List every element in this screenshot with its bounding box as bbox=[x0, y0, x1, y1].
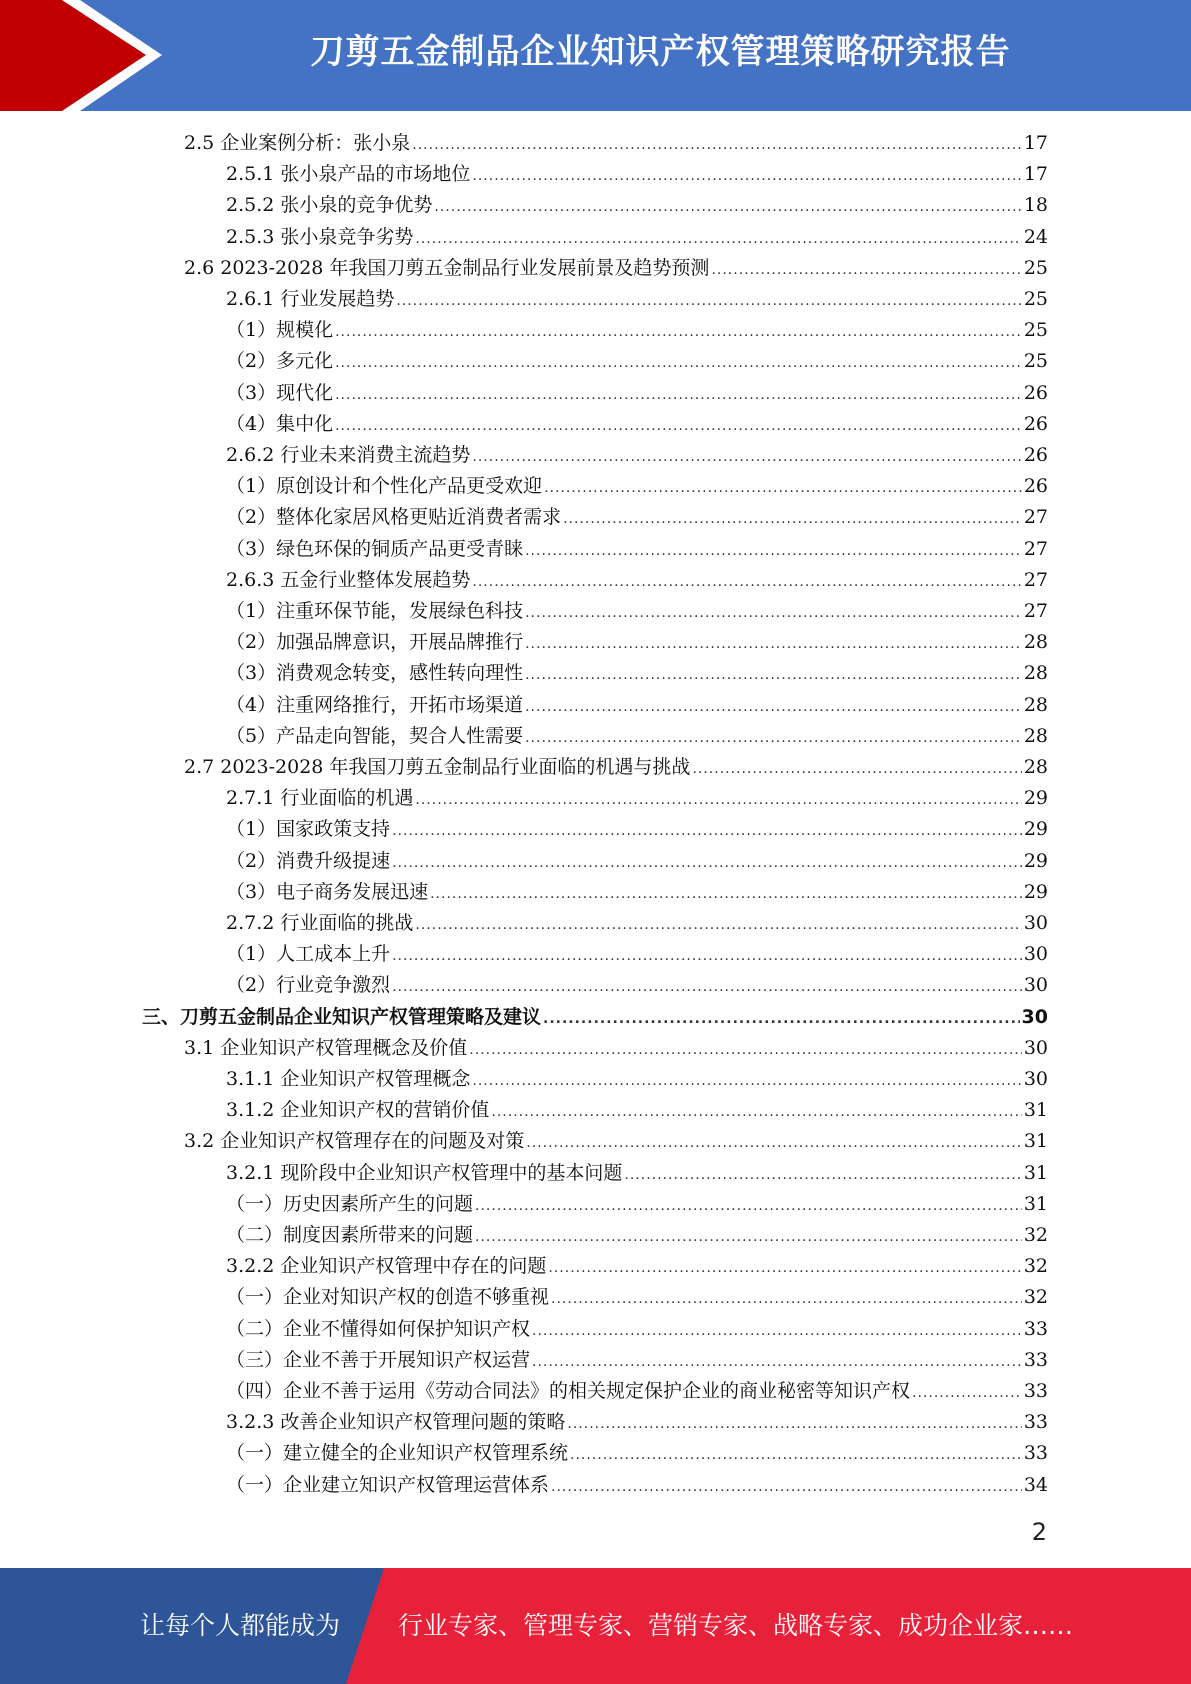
toc-dot-leader bbox=[525, 692, 1022, 723]
toc-entry-page: 31 bbox=[1023, 1130, 1048, 1153]
toc-entry[interactable] bbox=[226, 721, 1048, 752]
toc-entry[interactable] bbox=[226, 783, 1048, 814]
toc-entry-title: 2.5.2 张小泉的竞争优势 bbox=[226, 194, 433, 217]
toc-entry-page: 28 bbox=[1023, 662, 1048, 685]
toc-entry-title: （二）企业不懂得如何保护知识产权 bbox=[226, 1317, 531, 1340]
toc-dot-leader bbox=[434, 192, 1021, 223]
toc-entry[interactable] bbox=[226, 1314, 1048, 1345]
toc-dot-leader bbox=[525, 598, 1022, 629]
toc-entry-title: 2.6.2 行业未来消费主流趋势 bbox=[226, 444, 471, 466]
toc-entry-page: 18 bbox=[1023, 194, 1048, 217]
toc-entry-title: （2）行业竞争激烈 bbox=[226, 974, 391, 997]
toc-entry-page: 27 bbox=[1023, 568, 1048, 591]
toc-entry-title: （1）人工成本上升 bbox=[226, 943, 391, 966]
toc-entry-title: 2.5.1 张小泉产品的市场地位 bbox=[226, 163, 471, 186]
toc-entry-page: 27 bbox=[1023, 600, 1048, 622]
toc-dot-leader bbox=[415, 224, 1021, 255]
toc-entry-title: 2.5 企业案例分析：张小泉 bbox=[184, 132, 411, 154]
toc-entry[interactable] bbox=[226, 877, 1048, 908]
toc-dot-leader bbox=[525, 723, 1022, 754]
toc-entry-title: （二）制度因素所带来的问题 bbox=[226, 1224, 474, 1246]
toc-dot-leader bbox=[472, 567, 1021, 598]
toc-dot-leader bbox=[525, 629, 1022, 660]
toc-entry-page: 17 bbox=[1023, 163, 1048, 186]
toc-dot-leader bbox=[335, 380, 1022, 411]
toc-entry[interactable] bbox=[226, 1470, 1048, 1501]
toc-dot-leader bbox=[415, 785, 1021, 816]
toc-dot-leader bbox=[544, 473, 1022, 504]
toc-entry-title: 2.6 2023-2028 年我国刀剪五金制品行业发展前景及趋势预测 bbox=[184, 256, 710, 279]
page-number: 2 bbox=[1031, 1518, 1047, 1546]
toc-entry[interactable] bbox=[226, 690, 1048, 721]
toc-dot-leader bbox=[430, 879, 1022, 910]
toc-entry-title: 2.7.1 行业面临的机遇 bbox=[226, 787, 414, 810]
toc-entry-title: （3）现代化 bbox=[226, 381, 334, 404]
toc-dot-leader bbox=[624, 1160, 1021, 1191]
toc-dot-leader bbox=[472, 442, 1021, 473]
toc-entry[interactable] bbox=[226, 440, 1048, 471]
toc-entry[interactable] bbox=[226, 1095, 1048, 1126]
toc-entry[interactable] bbox=[226, 471, 1048, 502]
toc-dot-leader bbox=[711, 255, 1021, 286]
toc-entry-title: 3.1.2 企业知识产权的营销价值 bbox=[226, 1099, 490, 1122]
toc-entry[interactable] bbox=[226, 190, 1048, 221]
toc-dot-leader bbox=[392, 972, 1022, 1003]
toc-entry-page: 28 bbox=[1023, 756, 1048, 778]
toc-dot-leader bbox=[912, 1378, 1022, 1409]
toc-entry-page: 28 bbox=[1023, 693, 1048, 716]
toc-entry-page: 30 bbox=[1023, 912, 1048, 934]
toc-entry-page: 29 bbox=[1023, 880, 1048, 903]
toc-entry-title: 2.7 2023-2028 年我国刀剪五金制品行业面临的机遇与挑战 bbox=[184, 756, 691, 778]
footer-banner bbox=[0, 1568, 1191, 1684]
toc-dot-leader bbox=[532, 1316, 1022, 1347]
toc-entry[interactable] bbox=[226, 908, 1048, 939]
toc-entry-page: 26 bbox=[1023, 444, 1048, 466]
toc-entry[interactable] bbox=[184, 1126, 1048, 1157]
toc-entry-page: 33 bbox=[1023, 1380, 1048, 1402]
toc-entry-title: （三）企业不善于开展知识产权运营 bbox=[226, 1348, 531, 1371]
toc-dot-leader bbox=[472, 1066, 1021, 1097]
toc-entry-title: （3）电子商务发展迅速 bbox=[226, 880, 429, 903]
toc-entry[interactable] bbox=[226, 1407, 1048, 1438]
toc-entry-title: （2）消费升级提速 bbox=[226, 849, 391, 872]
toc-entry-title: 2.6.1 行业发展趋势 bbox=[226, 288, 395, 310]
toc-entry-page: 31 bbox=[1023, 1099, 1048, 1122]
toc-entry[interactable] bbox=[226, 409, 1048, 440]
toc-entry-page: 26 bbox=[1023, 412, 1048, 435]
toc-dot-leader bbox=[491, 1097, 1021, 1128]
footer-slogan-left: 让每个人都能成为 bbox=[140, 1611, 341, 1640]
header-banner bbox=[0, 0, 1191, 111]
toc-entry-page: 26 bbox=[1023, 475, 1048, 498]
toc-entry-title: （一）历史因素所产生的问题 bbox=[226, 1192, 474, 1215]
toc-entry-page: 25 bbox=[1023, 256, 1048, 279]
toc-dot-leader bbox=[396, 286, 1021, 317]
toc-entry[interactable] bbox=[226, 1376, 1048, 1407]
toc-entry-page: 30 bbox=[1021, 1005, 1048, 1028]
toc-entry-title: （1）注重环保节能，发展绿色科技 bbox=[226, 600, 524, 622]
toc-entry[interactable] bbox=[184, 128, 1048, 159]
toc-entry-title: （1）原创设计和个性化产品更受欢迎 bbox=[226, 475, 543, 498]
toc-entry[interactable] bbox=[226, 1158, 1048, 1189]
toc-dot-leader bbox=[475, 1222, 1022, 1253]
toc-entry-page: 33 bbox=[1023, 1317, 1048, 1340]
toc-entry[interactable] bbox=[184, 752, 1048, 783]
toc-dot-leader bbox=[532, 1347, 1022, 1378]
toc-entry-title: （一）企业建立知识产权管理运营体系 bbox=[226, 1473, 550, 1496]
toc-dot-leader bbox=[335, 411, 1022, 442]
toc-dot-leader bbox=[475, 1191, 1022, 1222]
toc-dot-leader bbox=[415, 910, 1021, 941]
toc-entry[interactable] bbox=[226, 1064, 1048, 1095]
toc-entry-title: 3.1 企业知识产权管理概念及价值 bbox=[184, 1036, 468, 1059]
toc-entry[interactable] bbox=[226, 284, 1048, 315]
toc-entry[interactable] bbox=[226, 596, 1048, 627]
toc-entry-title: 3.2.2 企业知识产权管理中存在的问题 bbox=[226, 1255, 547, 1278]
toc-dot-leader bbox=[392, 816, 1022, 847]
toc-entry-page: 31 bbox=[1023, 1192, 1048, 1215]
toc-entry-title: （3）消费观念转变，感性转向理性 bbox=[226, 662, 524, 685]
toc-entry-page: 25 bbox=[1023, 350, 1048, 373]
toc-entry-title: （2）整体化家居风格更贴近消费者需求 bbox=[226, 506, 562, 529]
toc-entry[interactable] bbox=[226, 502, 1048, 533]
toc-entry[interactable] bbox=[226, 1282, 1048, 1313]
toc-entry[interactable] bbox=[226, 315, 1048, 346]
toc-entry-page: 27 bbox=[1023, 537, 1048, 560]
toc-entry[interactable] bbox=[184, 253, 1048, 284]
toc-entry[interactable] bbox=[226, 1345, 1048, 1376]
toc-entry-title: 2.6.3 五金行业整体发展趋势 bbox=[226, 568, 471, 591]
toc-dot-leader bbox=[551, 1472, 1022, 1503]
toc-entry[interactable] bbox=[226, 534, 1048, 565]
toc-entry-title: 2.5.3 张小泉竞争劣势 bbox=[226, 225, 414, 248]
toc-dot-leader bbox=[543, 1004, 1020, 1035]
toc-dot-leader bbox=[567, 1409, 1021, 1440]
toc-entry[interactable] bbox=[226, 378, 1048, 409]
toc-entry-title: （1）国家政策支持 bbox=[226, 818, 391, 841]
toc-dot-leader bbox=[412, 130, 1022, 161]
toc-entry[interactable] bbox=[226, 565, 1048, 596]
toc-dot-leader bbox=[570, 1440, 1022, 1471]
toc-entry-title: 三、刀剪五金制品企业知识产权管理策略及建议 bbox=[142, 1005, 542, 1028]
footer-slogan-right: 行业专家、管理专家、营销专家、战略专家、成功企业家…… bbox=[398, 1611, 1074, 1640]
toc-entry-page: 24 bbox=[1023, 225, 1048, 248]
toc-entry-page: 29 bbox=[1023, 849, 1048, 872]
toc-entry-title: （一）建立健全的企业知识产权管理系统 bbox=[226, 1442, 569, 1465]
toc-entry-page: 33 bbox=[1023, 1442, 1048, 1465]
toc-entry-title: 3.1.1 企业知识产权管理概念 bbox=[226, 1068, 471, 1090]
toc-entry-title: 2.7.2 行业面临的挑战 bbox=[226, 912, 414, 934]
toc-entry-page: 28 bbox=[1023, 724, 1048, 747]
toc-entry-page: 34 bbox=[1023, 1473, 1048, 1496]
toc-entry[interactable] bbox=[226, 1438, 1048, 1469]
toc-entry[interactable] bbox=[226, 658, 1048, 689]
toc-entry[interactable] bbox=[226, 222, 1048, 253]
toc-entry-page: 32 bbox=[1023, 1255, 1048, 1278]
toc-entry[interactable] bbox=[226, 814, 1048, 845]
toc-dot-leader bbox=[551, 1284, 1022, 1315]
toc-dot-leader bbox=[472, 161, 1021, 192]
toc-entry[interactable] bbox=[226, 1189, 1048, 1220]
toc-entry[interactable] bbox=[226, 159, 1048, 190]
toc-entry[interactable] bbox=[184, 1033, 1048, 1064]
toc-entry-page: 25 bbox=[1023, 288, 1048, 310]
toc-entry-title: 3.2.3 改善企业知识产权管理问题的策略 bbox=[226, 1411, 566, 1434]
toc-entry-page: 32 bbox=[1023, 1224, 1048, 1246]
toc-entry-page: 32 bbox=[1023, 1286, 1048, 1309]
toc-entry-page: 29 bbox=[1023, 818, 1048, 841]
toc-entry-title: （1）规模化 bbox=[226, 319, 334, 342]
toc-entry-page: 26 bbox=[1023, 381, 1048, 404]
toc-dot-leader bbox=[692, 754, 1021, 785]
toc-entry-page: 31 bbox=[1023, 1161, 1048, 1184]
toc-entry-page: 30 bbox=[1023, 1036, 1048, 1059]
toc-entry[interactable] bbox=[226, 846, 1048, 877]
toc-entry-title: 3.2.1 现阶段中企业知识产权管理中的基本问题 bbox=[226, 1161, 623, 1184]
toc-entry-title: （3）绿色环保的铜质产品更受青睐 bbox=[226, 537, 524, 560]
toc-dot-leader bbox=[392, 941, 1022, 972]
toc-entry[interactable] bbox=[226, 1220, 1048, 1251]
toc-entry-title: （4）集中化 bbox=[226, 412, 334, 435]
toc-dot-leader bbox=[525, 660, 1022, 691]
toc-entry[interactable] bbox=[226, 346, 1048, 377]
toc-entry-page: 27 bbox=[1023, 506, 1048, 529]
toc-entry-page: 17 bbox=[1023, 132, 1048, 154]
toc-entry-page: 30 bbox=[1023, 974, 1048, 997]
toc-dot-leader bbox=[392, 848, 1022, 879]
toc-entry[interactable] bbox=[226, 939, 1048, 970]
toc-entry-title: （一）企业对知识产权的创造不够重视 bbox=[226, 1286, 550, 1309]
toc-entry-title: 3.2 企业知识产权管理存在的问题及对策 bbox=[184, 1130, 525, 1153]
toc-entry-page: 28 bbox=[1023, 631, 1048, 654]
toc-entry[interactable] bbox=[142, 1002, 1048, 1033]
toc-entry-page: 33 bbox=[1023, 1411, 1048, 1434]
toc-dot-leader bbox=[335, 348, 1022, 379]
toc-entry[interactable] bbox=[226, 1251, 1048, 1282]
toc-entry[interactable] bbox=[226, 970, 1048, 1001]
toc-entry-page: 30 bbox=[1023, 1068, 1048, 1090]
document-title: 刀剪五金制品企业知识产权管理策略研究报告 bbox=[310, 32, 1011, 72]
toc-entry-title: （2）加强品牌意识，开展品牌推行 bbox=[226, 631, 524, 654]
toc-dot-leader bbox=[469, 1035, 1022, 1066]
toc-entry-title: （四）企业不善于运用《劳动合同法》的相关规定保护企业的商业秘密等知识产权 bbox=[226, 1380, 911, 1402]
toc-entry-title: （5）产品走向智能，契合人性需要 bbox=[226, 724, 524, 747]
toc-dot-leader bbox=[563, 504, 1022, 535]
toc-entry[interactable] bbox=[226, 627, 1048, 658]
toc-entry-page: 29 bbox=[1023, 787, 1048, 810]
toc-entry-title: （2）多元化 bbox=[226, 350, 334, 373]
toc-dot-leader bbox=[526, 1128, 1022, 1159]
toc-dot-leader bbox=[335, 317, 1022, 348]
toc-entry-title: （4）注重网络推行，开拓市场渠道 bbox=[226, 693, 524, 716]
toc-dot-leader bbox=[525, 536, 1022, 567]
toc-entry-page: 30 bbox=[1023, 943, 1048, 966]
toc-dot-leader bbox=[548, 1253, 1021, 1284]
toc-entry-page: 33 bbox=[1023, 1348, 1048, 1371]
toc-entry-page: 25 bbox=[1023, 319, 1048, 342]
